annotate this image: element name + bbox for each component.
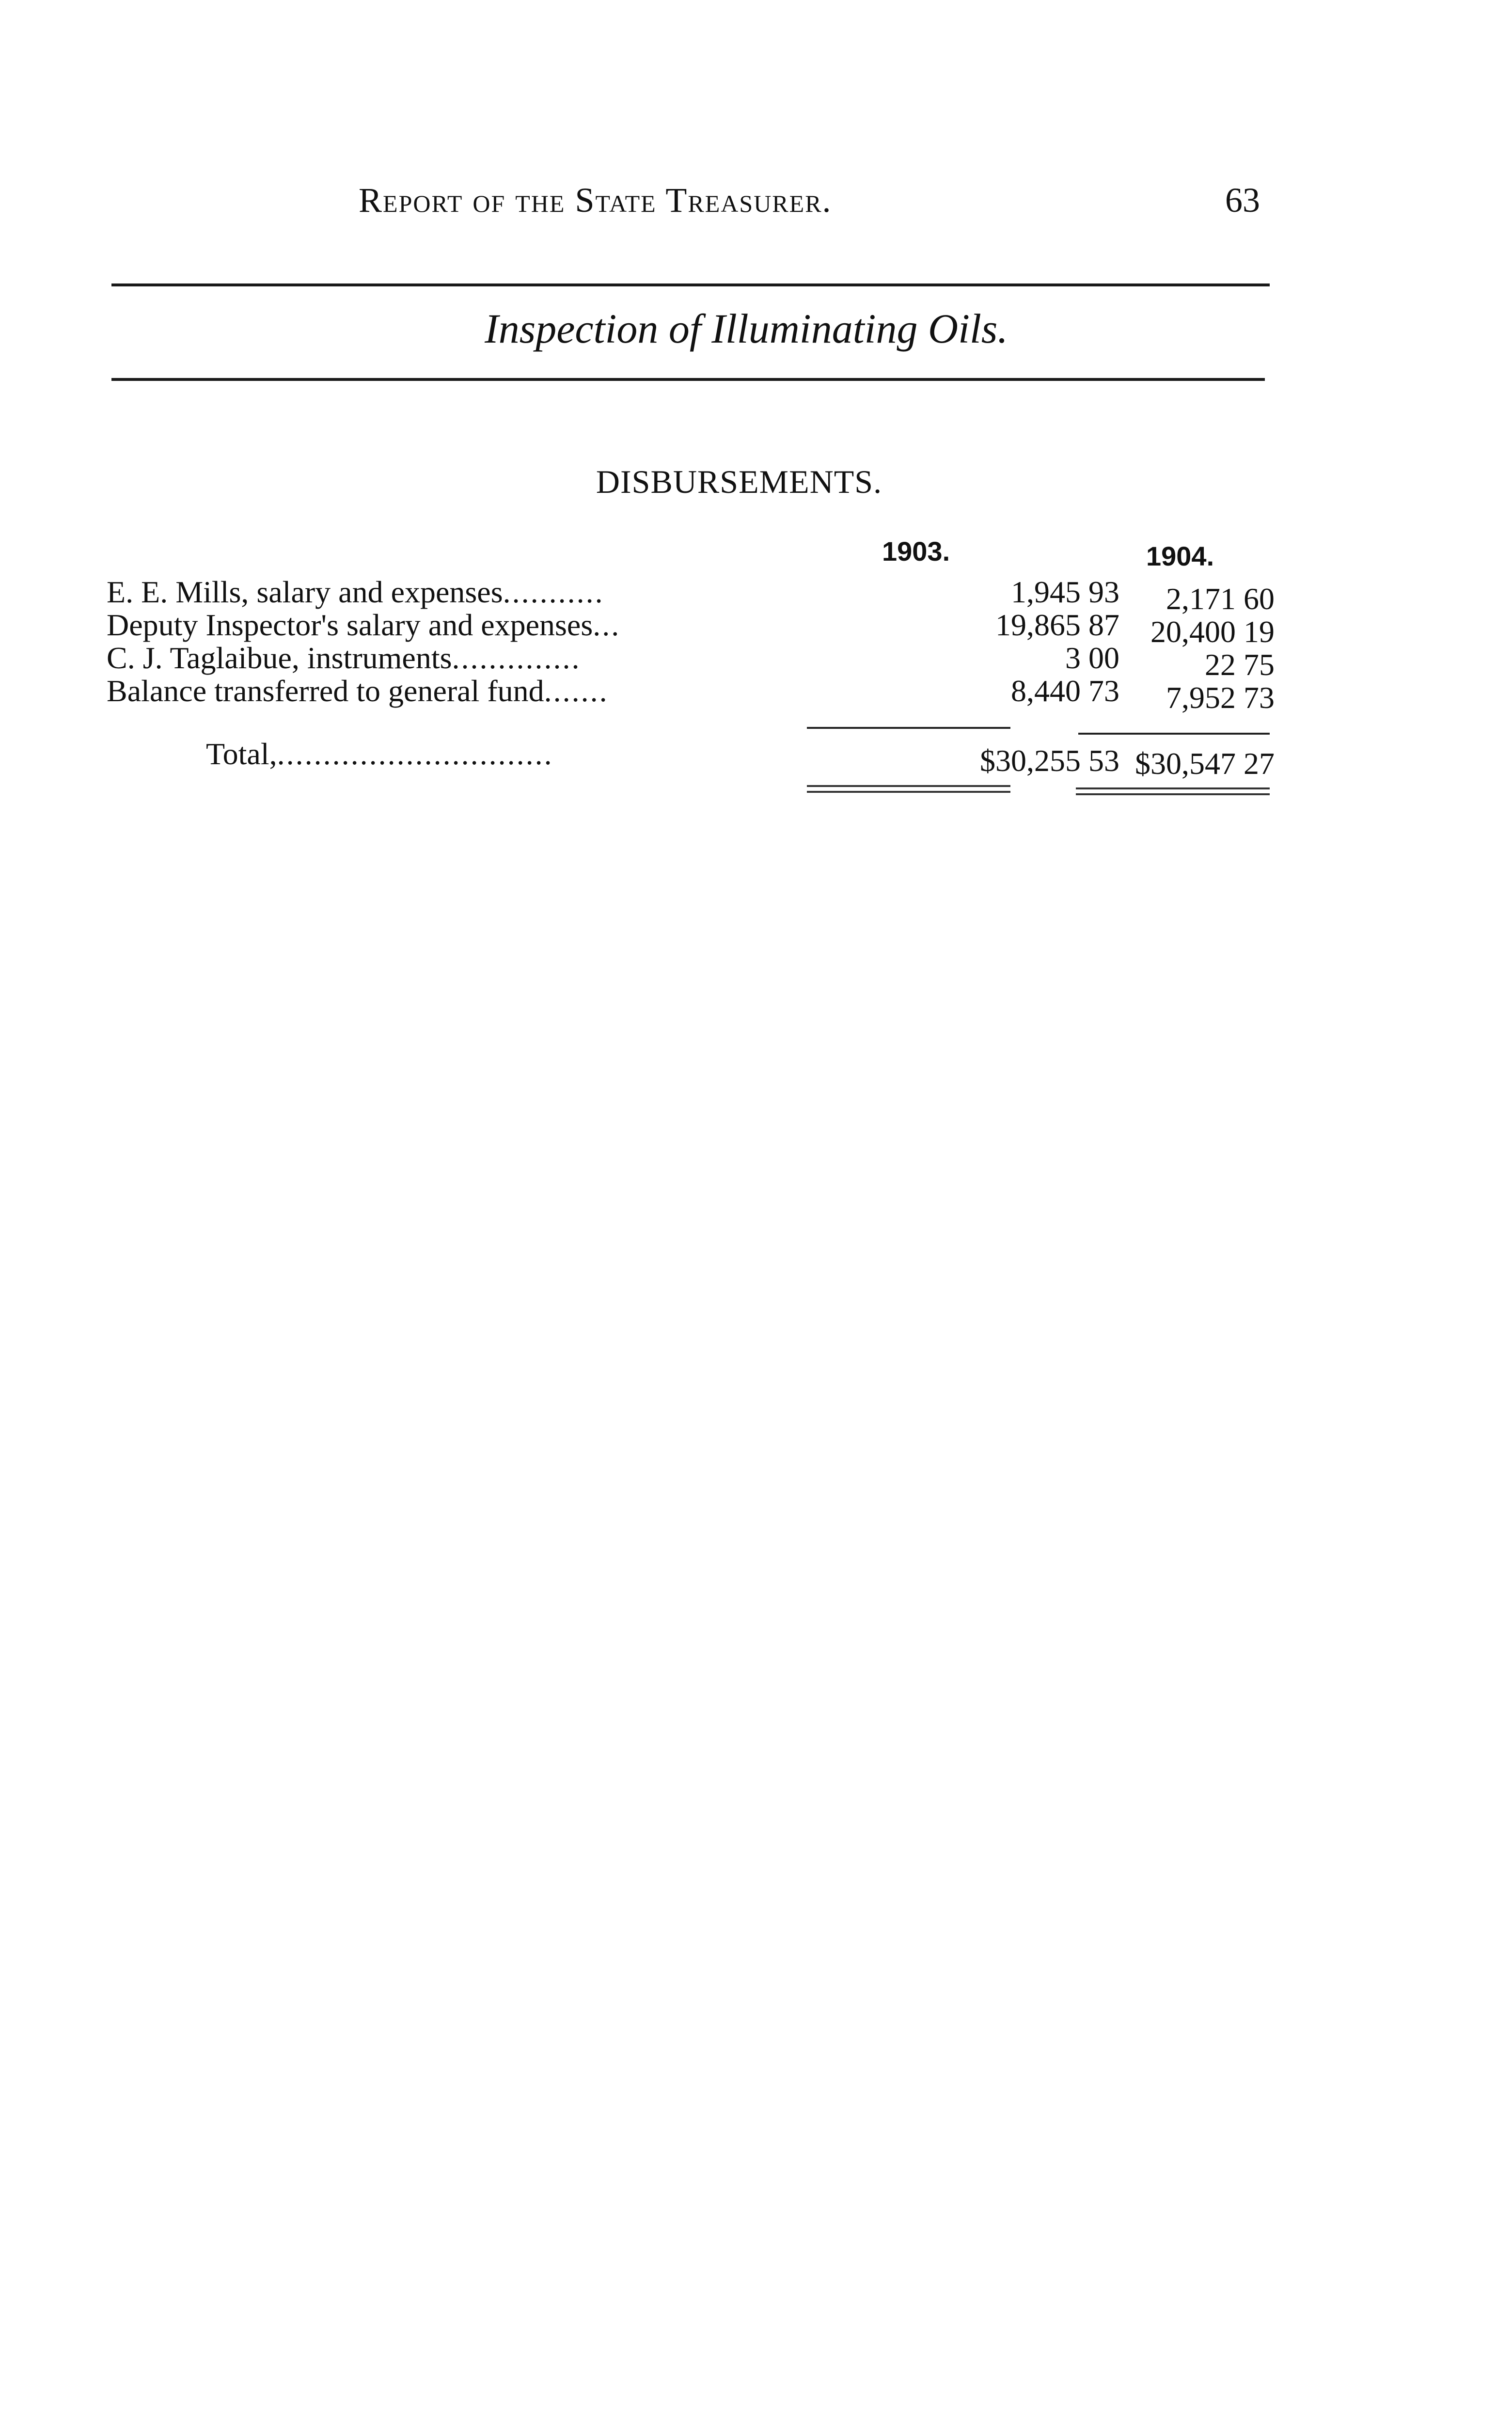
- total-row: [107, 737, 1275, 781]
- row-label: E. E. Mills, salary and expenses: [107, 575, 503, 609]
- amount-1904: 7,952 73: [1166, 680, 1275, 715]
- amount-1903: 8,440 73: [1011, 674, 1119, 708]
- header-rule-bottom: [111, 378, 1265, 381]
- total-1903: $30,255 53: [980, 743, 1119, 778]
- sum-line-1903: [807, 727, 1010, 729]
- dot-leader: ..............................: [277, 737, 553, 771]
- amount-1903: 1,945 93: [1011, 575, 1119, 609]
- dot-leader: .......: [544, 674, 609, 708]
- header-rule-top: [111, 283, 1270, 286]
- section-title-text: Inspection of Illuminating Oils.: [485, 305, 1008, 352]
- table-heading-text: DISBURSEMENTS.: [596, 463, 882, 500]
- table-row: [107, 608, 1275, 649]
- table-row: [107, 674, 1275, 715]
- section-title: [0, 304, 1512, 353]
- amount-1904: 20,400 19: [1150, 614, 1275, 649]
- table-heading: [0, 463, 1512, 501]
- sum-line-1904: [1078, 733, 1270, 735]
- row-label: C. J. Taglaibue, instruments: [107, 641, 452, 675]
- dot-leader: ..............: [452, 641, 581, 675]
- amount-1904: 22 75: [1205, 647, 1275, 682]
- running-head: [0, 180, 1512, 238]
- column-header-1903: 1903.: [882, 536, 950, 566]
- total-label: Total,: [206, 737, 277, 771]
- dot-leader: ...........: [503, 575, 604, 609]
- amount-1904: 2,171 60: [1166, 582, 1275, 616]
- table-row: [107, 641, 1275, 682]
- running-title: Report of the State Treasurer.: [359, 181, 832, 220]
- page-number: 63: [1225, 181, 1260, 220]
- amount-1903: 19,865 87: [995, 608, 1119, 642]
- double-underline-1903: [807, 785, 1010, 793]
- row-label: Deputy Inspector's salary and expenses: [107, 608, 593, 642]
- column-header-1904: 1904.: [1146, 541, 1214, 571]
- dot-leader: ...: [593, 608, 621, 642]
- amount-1903: 3 00: [1065, 641, 1119, 675]
- table-row: [107, 575, 1275, 616]
- row-label: Balance transferred to general fund: [107, 674, 544, 708]
- total-1904: $30,547 27: [1135, 746, 1275, 781]
- double-underline-1904: [1076, 787, 1270, 795]
